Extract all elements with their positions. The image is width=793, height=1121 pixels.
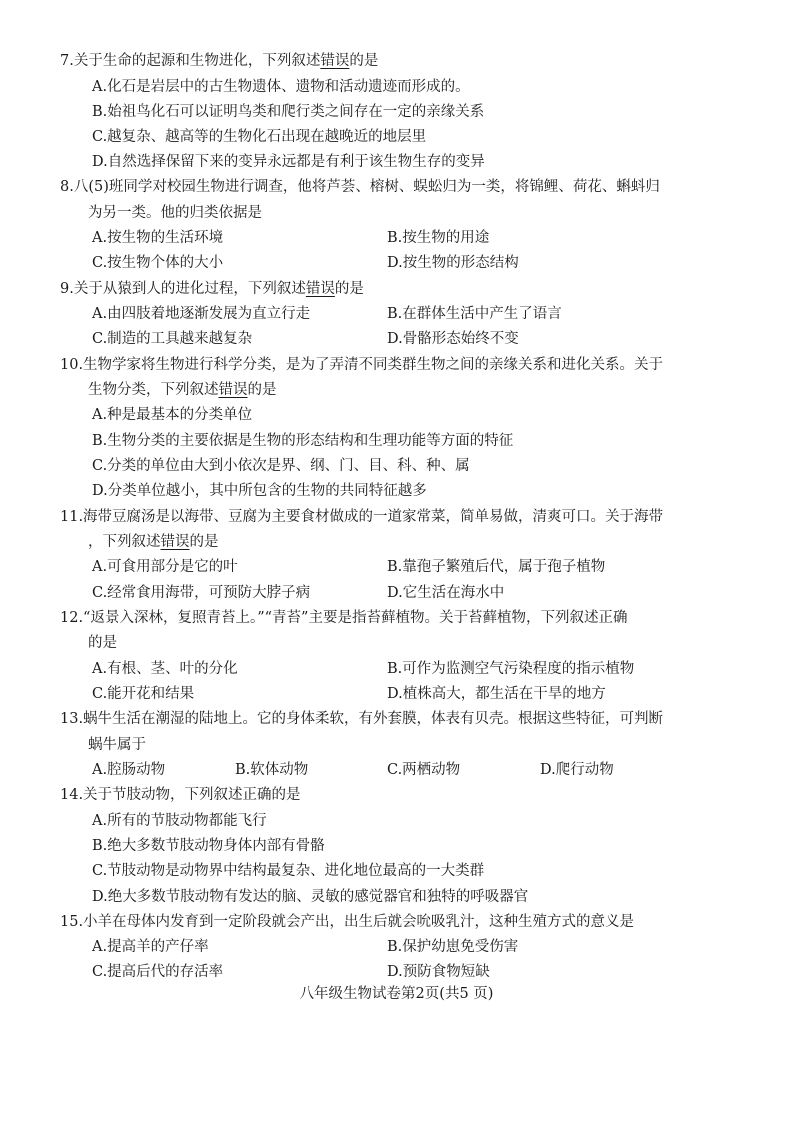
question-13-option-c: C.两栖动物 <box>387 762 461 778</box>
question-11-stem-continued: ，下列叙述错误的是 <box>88 534 219 550</box>
page-footer: 八年级生物试卷第2页(共5 页) <box>299 986 494 1002</box>
emphasis-mark: 错误 <box>218 382 248 398</box>
question-15-option-a: A.提高羊的产仔率 <box>92 939 209 955</box>
question-14-option-d: D.绝大多数节肢动物有发达的脑、灵敏的感觉器官和独特的呼吸器官 <box>92 889 529 905</box>
question-10-option-d: D.分类单位越小，其中所包含的生物的共同特征越多 <box>92 483 427 499</box>
question-12-option-b: B.可作为监测空气污染程度的指示植物 <box>387 661 635 677</box>
question-14-option-a: A.所有的节肢动物都能飞行 <box>92 813 267 829</box>
question-10-option-c: C.分类的单位由大到小依次是界、纲、门、目、科、种、属 <box>92 458 470 474</box>
question-7-option-a: A.化石是岩层中的古生物遗体、遗物和活动遗迹而形成的。 <box>92 79 470 95</box>
question-7-option-d: D.自然选择保留下来的变异永远都是有利于该生物生存的变异 <box>92 154 485 170</box>
question-9-option-a: A.由四肢着地逐渐发展为直立行走 <box>92 306 311 322</box>
question-12-stem: 12.“返景入深林，复照青苔上。”“青苔”主要是指苔藓植物。关于苔藓植物，下列叙述正确 <box>60 610 628 626</box>
question-9-option-d: D.骨骼形态始终不变 <box>387 331 519 347</box>
question-7-option-b: B.始祖鸟化石可以证明鸟类和爬行类之间存在一定的亲缘关系 <box>92 104 485 120</box>
emphasis-mark: 错误 <box>160 534 190 550</box>
question-14-option-b: B.绝大多数节肢动物身体内部有骨骼 <box>92 838 325 854</box>
question-8-stem-continued: 为另一类。他的归类依据是 <box>88 205 262 221</box>
question-12-option-c: C.能开花和结果 <box>92 686 195 702</box>
question-13-stem-continued: 蜗牛属于 <box>88 737 146 753</box>
question-8-option-b: B.按生物的用途 <box>387 230 490 246</box>
question-15-stem: 15.小羊在母体内发育到一定阶段就会产出，出生后就会吮吸乳汁，这种生殖方式的意义是 <box>60 914 635 930</box>
question-14-stem: 14.关于节肢动物，下列叙述正确的是 <box>60 787 301 803</box>
emphasis-mark: 错误 <box>305 281 335 297</box>
question-10-option-b: B.生物分类的主要依据是生物的形态结构和生理功能等方面的特征 <box>92 433 514 449</box>
question-15-option-b: B.保护幼崽免受伤害 <box>387 939 519 955</box>
question-10-option-a: A.种是最基本的分类单位 <box>92 407 253 423</box>
question-11-stem: 11.海带豆腐汤是以海带、豆腐为主要食材做成的一道家常菜，简单易做，清爽可口。关于海带 <box>60 509 664 525</box>
question-15-option-d: D.预防食物短缺 <box>387 964 490 980</box>
question-11-option-c: C.经常食用海带，可预防大脖子病 <box>92 585 311 601</box>
question-9-option-c: C.制造的工具越来越复杂 <box>92 331 253 347</box>
question-9-stem: 9.关于从猿到人的进化过程，下列叙述错误的是 <box>60 281 364 297</box>
question-13-option-b: B.软体动物 <box>235 762 309 778</box>
question-7-option-c: C.越复杂、越高等的生物化石出现在越晚近的地层里 <box>92 129 427 145</box>
question-11-option-b: B.靠孢子繁殖后代，属于孢子植物 <box>387 559 606 575</box>
question-11-option-a: A.可食用部分是它的叶 <box>92 559 238 575</box>
question-8-stem: 8.八(5)班同学对校园生物进行调查，他将芦荟、榕树、蜈蚣归为一类，将锦鲤、荷花、蝌蚪归 <box>60 179 660 195</box>
question-8-option-a: A.按生物的生活环境 <box>92 230 224 246</box>
question-10-stem: 10.生物学家将生物进行科学分类，是为了弄清不同类群生物之间的亲缘关系和进化关系。关于 <box>60 357 664 373</box>
question-10-stem-continued: 生物分类，下列叙述错误的是 <box>88 382 277 398</box>
question-12-option-d: D.植株高大，都生活在干旱的地方 <box>387 686 606 702</box>
question-11-option-d: D.它生活在海水中 <box>387 585 505 601</box>
question-13-option-d: D.爬行动物 <box>540 762 614 778</box>
question-8-option-d: D.按生物的形态结构 <box>387 255 519 271</box>
question-12-stem-continued: 的是 <box>88 635 117 651</box>
question-15-option-c: C.提高后代的存活率 <box>92 964 224 980</box>
question-12-option-a: A.有根、茎、叶的分化 <box>92 661 238 677</box>
emphasis-mark: 错误 <box>320 53 350 69</box>
question-7-stem: 7.关于生命的起源和生物进化，下列叙述错误的是 <box>60 53 379 69</box>
question-9-option-b: B.在群体生活中产生了语言 <box>387 306 562 322</box>
question-14-option-c: C.节肢动物是动物界中结构最复杂、进化地位最高的一大类群 <box>92 863 485 879</box>
question-13-option-a: A.腔肠动物 <box>92 762 166 778</box>
question-8-option-c: C.按生物个体的大小 <box>92 255 224 271</box>
question-13-stem: 13.蜗牛生活在潮湿的陆地上。它的身体柔软，有外套膜，体表有贝壳。根据这些特征，可判断 <box>60 711 664 727</box>
